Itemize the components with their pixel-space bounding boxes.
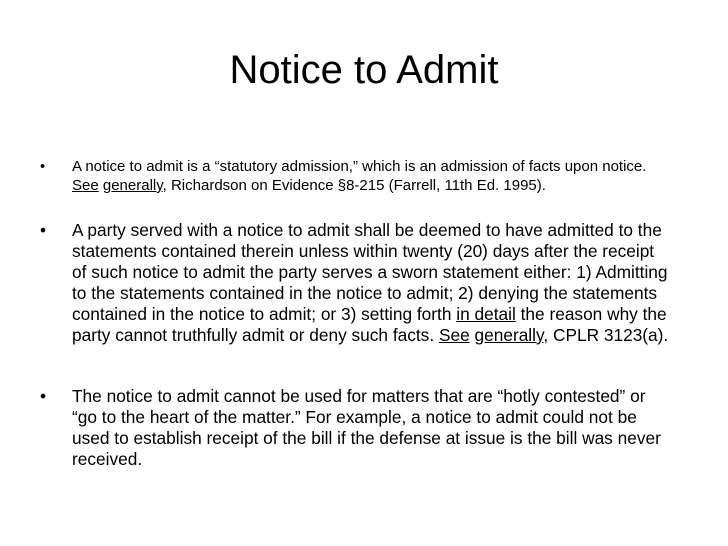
citation-signal-see: See [72, 177, 99, 194]
slide-title: Notice to Admit [229, 48, 499, 92]
bullet-text-citation: , Richardson on Evidence §8-215 (Farrell, 11th Ed. 1995). [162, 177, 546, 194]
bullet-text-segment: the reason why the party cannot truthfully admit or deny such facts. [72, 304, 667, 345]
emphasis-in-detail: in detail [456, 304, 516, 324]
bullet-mark-icon: • [40, 158, 46, 175]
bullet-text [72, 220, 672, 346]
bullet-mark-icon: • [40, 386, 47, 406]
citation-signal-generally: generally [102, 177, 163, 194]
bullet-mark-icon: • [40, 220, 47, 240]
bullet-text-citation: , CPLR 3123(a). [543, 325, 669, 345]
citation-signal-generally: generally [474, 325, 544, 345]
bullet-text-segment: A party served with a notice to admit shall be deemed to have admitted to the statements contained therein unless within twenty (20) days after the receipt of such notice to admit the party serves a sworn statement either: 1) Admitting to the statements contained in the notice to admit; 2) denying the statements contained in the notice to admit; or 3) setting forth [72, 220, 668, 324]
bullet-text [72, 157, 662, 195]
citation-signal-see: See [438, 325, 470, 345]
bullet-text-segment: A notice to admit is a “statutory admission,” which is an admission of facts upon notice. [72, 158, 647, 175]
bullet-text: The notice to admit cannot be used for matters that are “hotly contested” or “go to the heart of the matter.” For example, a notice to admit could not be used to establish receipt of the bill if the defense at issue is the bill was never received. [72, 386, 661, 469]
